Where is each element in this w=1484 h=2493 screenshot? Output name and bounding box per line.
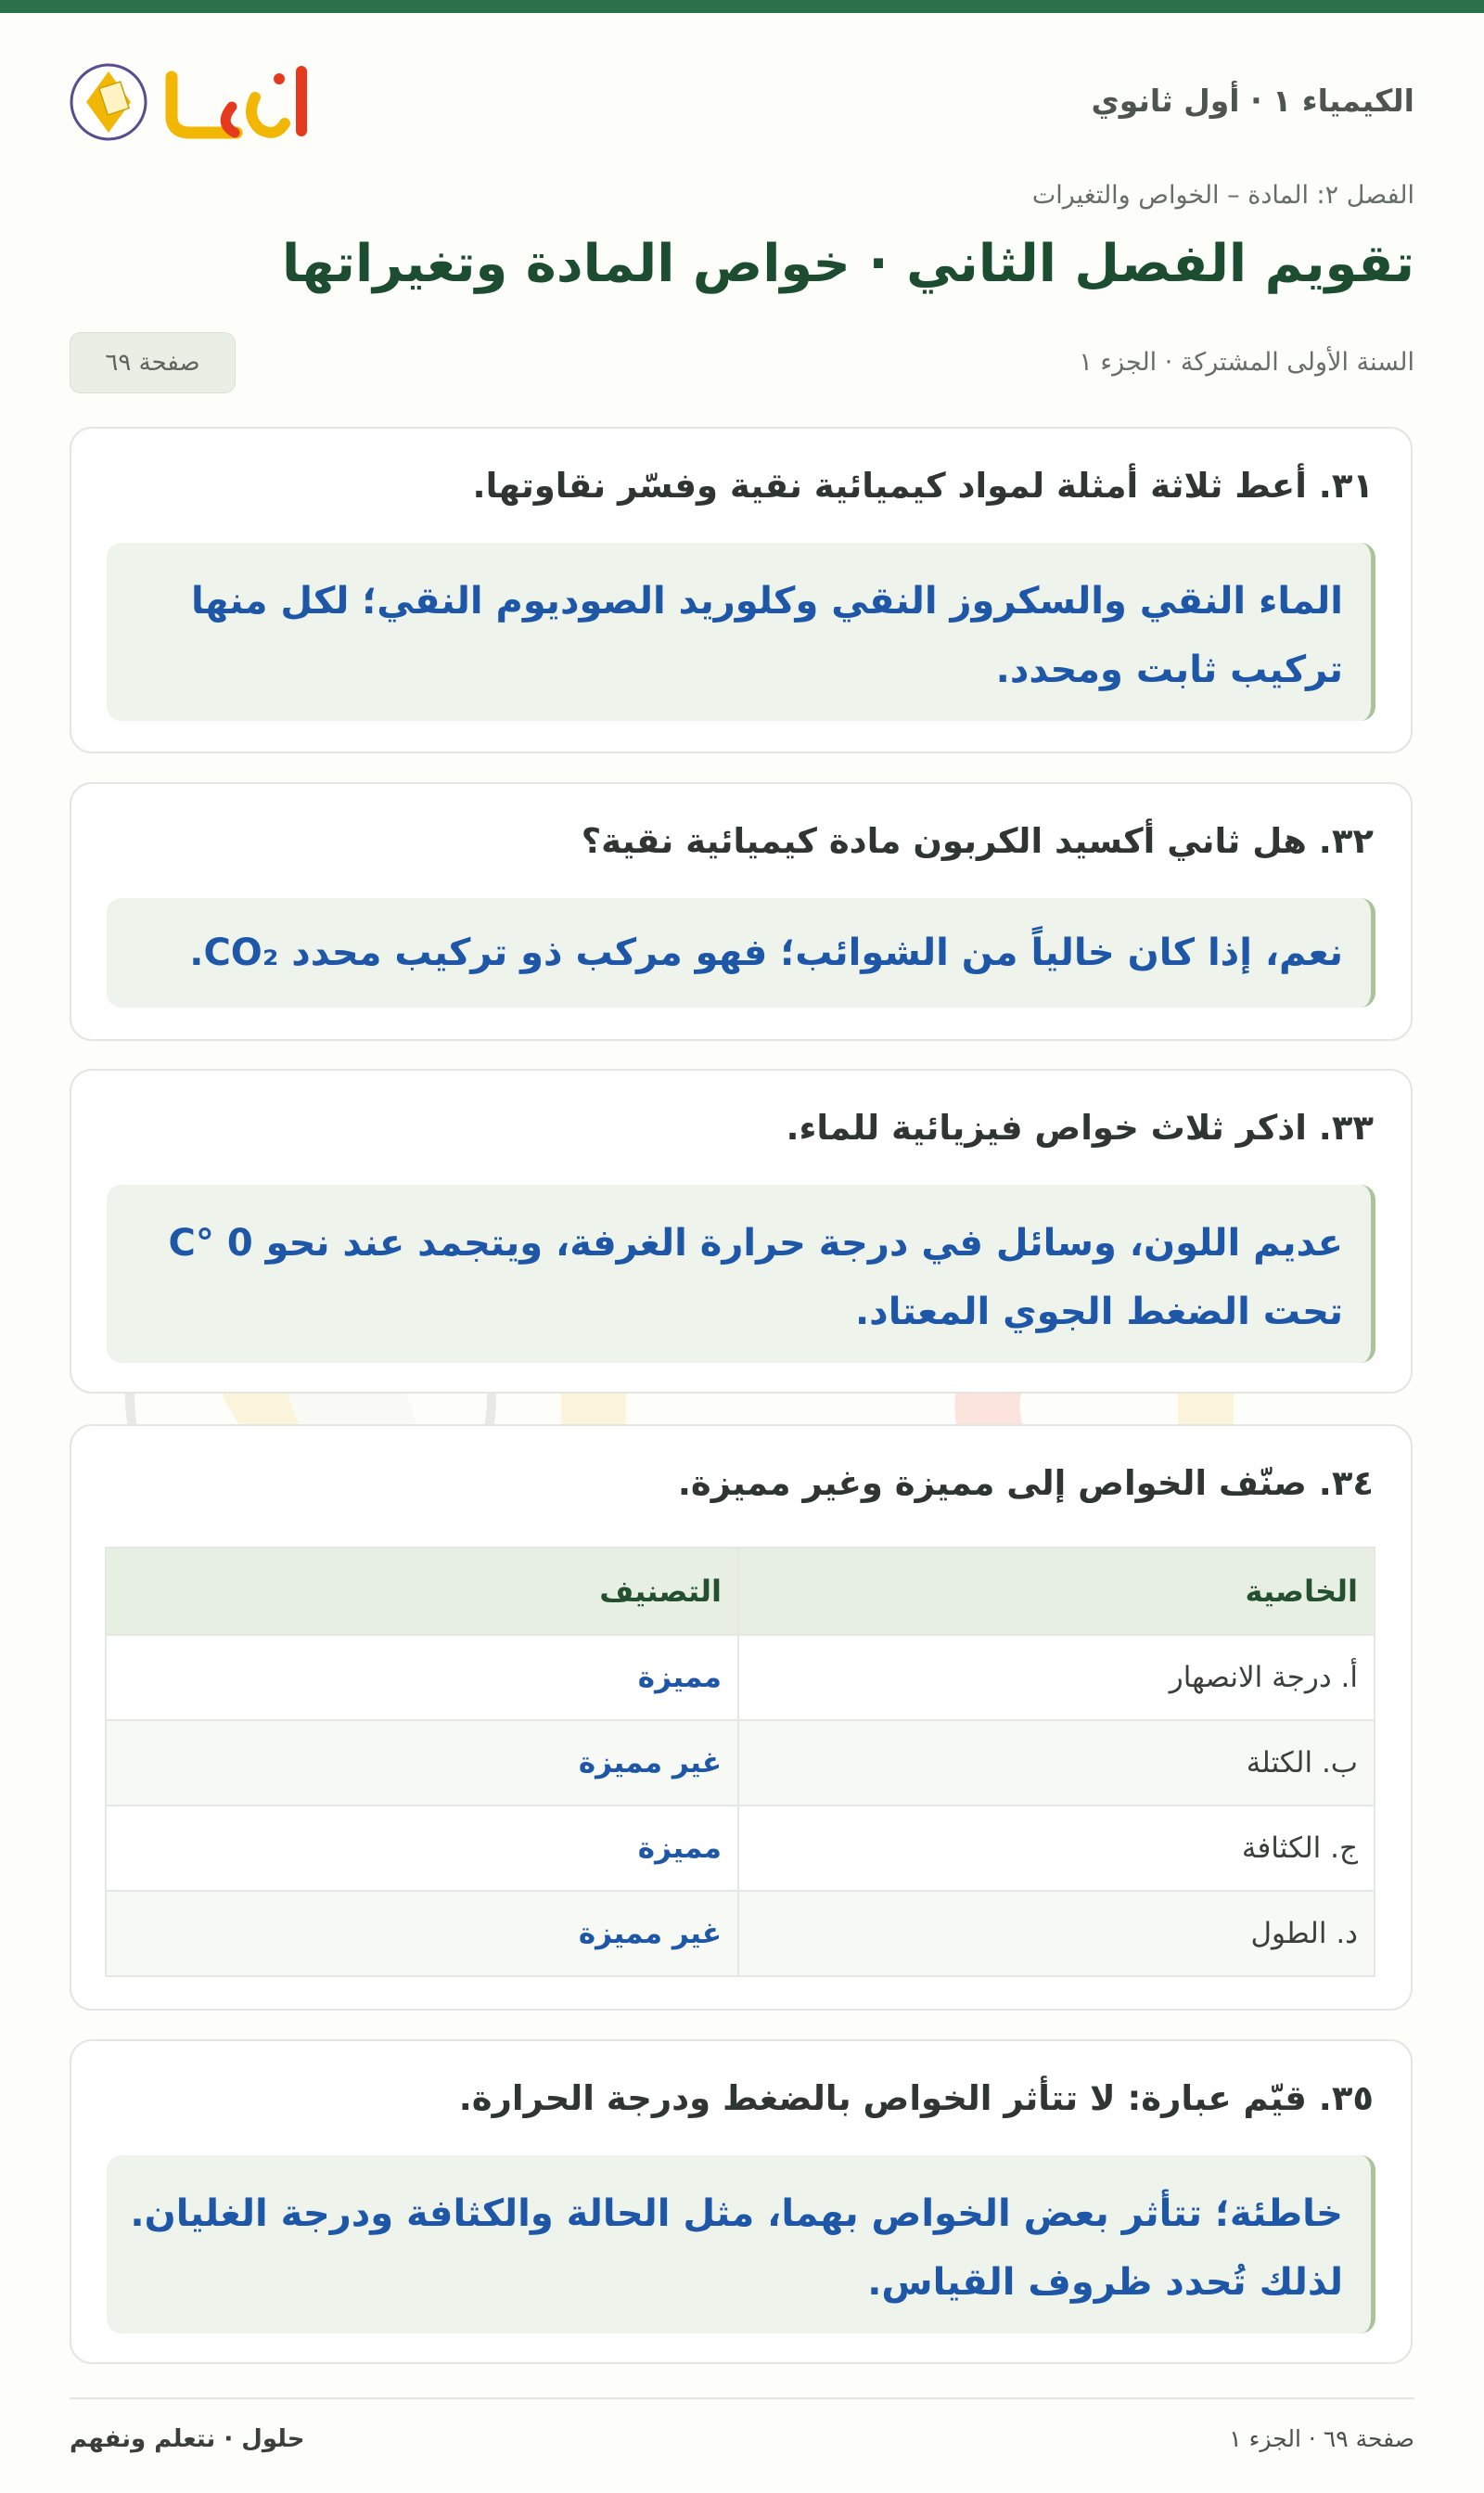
question-card-32 — [70, 782, 1413, 1041]
footer-divider — [70, 2397, 1414, 2399]
footer-brand: حلول · نتعلم ونفهم — [70, 2425, 305, 2453]
answer-box — [107, 898, 1375, 1008]
edition-info: السنة الأولى المشتركة · الجزء ١ — [1079, 348, 1414, 377]
page-title: تقويم الفصل الثاني · خواص المادة وتغيراتها — [281, 234, 1414, 294]
answer-line: عديم اللون، وسائل في درجة حرارة الغرفة، ويتجمد عند نحو 0 °C — [168, 1222, 1343, 1265]
column-header-classification: التصنيف — [106, 1548, 738, 1635]
answer-line: لذلك تُحدد ظروف القياس. — [867, 2261, 1343, 2304]
table-row — [106, 1891, 1375, 1976]
table-row — [106, 1805, 1375, 1891]
table-row — [106, 1635, 1375, 1720]
top-accent-bar — [0, 0, 1484, 13]
question-card-34 — [70, 1424, 1413, 2011]
page-header — [70, 51, 1414, 153]
answer-line: الماء النقي والسكروز النقي وكلوريد الصوديوم النقي؛ لكل منها — [190, 580, 1343, 623]
classification-cell: مميزة — [106, 1635, 738, 1720]
question-text: ٣٥. قيّم عبارة: لا تتأثر الخواص بالضغط ودرجة الحرارة. — [458, 2078, 1374, 2118]
answer-line: خاطئة؛ تتأثر بعض الخواص بهما، مثل الحالة والكثافة ودرجة الغليان. — [130, 2192, 1343, 2235]
answer-line: تركيب ثابت ومحدد. — [995, 649, 1343, 691]
subject-label: الكيمياء ١ · أول ثانوي — [1091, 83, 1414, 119]
question-text: ٣٢. هل ثاني أكسيد الكربون مادة كيميائية نقية؟ — [581, 821, 1374, 861]
answer-box — [107, 2155, 1375, 2333]
table-row — [106, 1720, 1375, 1805]
classification-cell: غير مميزة — [106, 1891, 738, 1976]
question-card-33 — [70, 1069, 1413, 1394]
property-cell: أ. درجة الانصهار — [738, 1635, 1375, 1720]
property-cell: ب. الكتلة — [738, 1720, 1375, 1805]
question-text: ٣٤. صنّف الخواص إلى مميزة وغير مميزة. — [677, 1463, 1374, 1503]
question-card-31 — [70, 427, 1413, 753]
footer-page-info: صفحة ٦٩ · الجزء ١ — [1229, 2425, 1414, 2452]
answer-box — [107, 543, 1375, 721]
classification-cell: مميزة — [106, 1805, 738, 1891]
classification-table — [105, 1547, 1375, 1977]
page-number-badge: صفحة ٦٩ — [70, 332, 236, 393]
answer-line: تحت الضغط الجوي المعتاد. — [854, 1291, 1343, 1333]
answer-line: نعم، إذا كان خالياً من الشوائب؛ فهو مركب ذو تركيب محدد CO₂. — [189, 932, 1343, 974]
property-cell: د. الطول — [738, 1891, 1375, 1976]
question-text: ٣١. أعط ثلاثة أمثلة لمواد كيميائية نقية وفسّر نقاوتها. — [472, 466, 1374, 506]
chapter-label: الفصل ٢: المادة – الخواص والتغيرات — [1031, 181, 1414, 210]
answer-box — [107, 1185, 1375, 1363]
classification-cell: غير مميزة — [106, 1720, 738, 1805]
property-cell: ج. الكثافة — [738, 1805, 1375, 1891]
table-header-row — [106, 1548, 1375, 1635]
hulul-logo[interactable] — [70, 51, 320, 153]
question-card-35 — [70, 2039, 1413, 2364]
column-header-property: الخاصية — [738, 1548, 1375, 1635]
question-text: ٣٣. اذكر ثلاث خواص فيزيائية للماء. — [786, 1108, 1374, 1148]
